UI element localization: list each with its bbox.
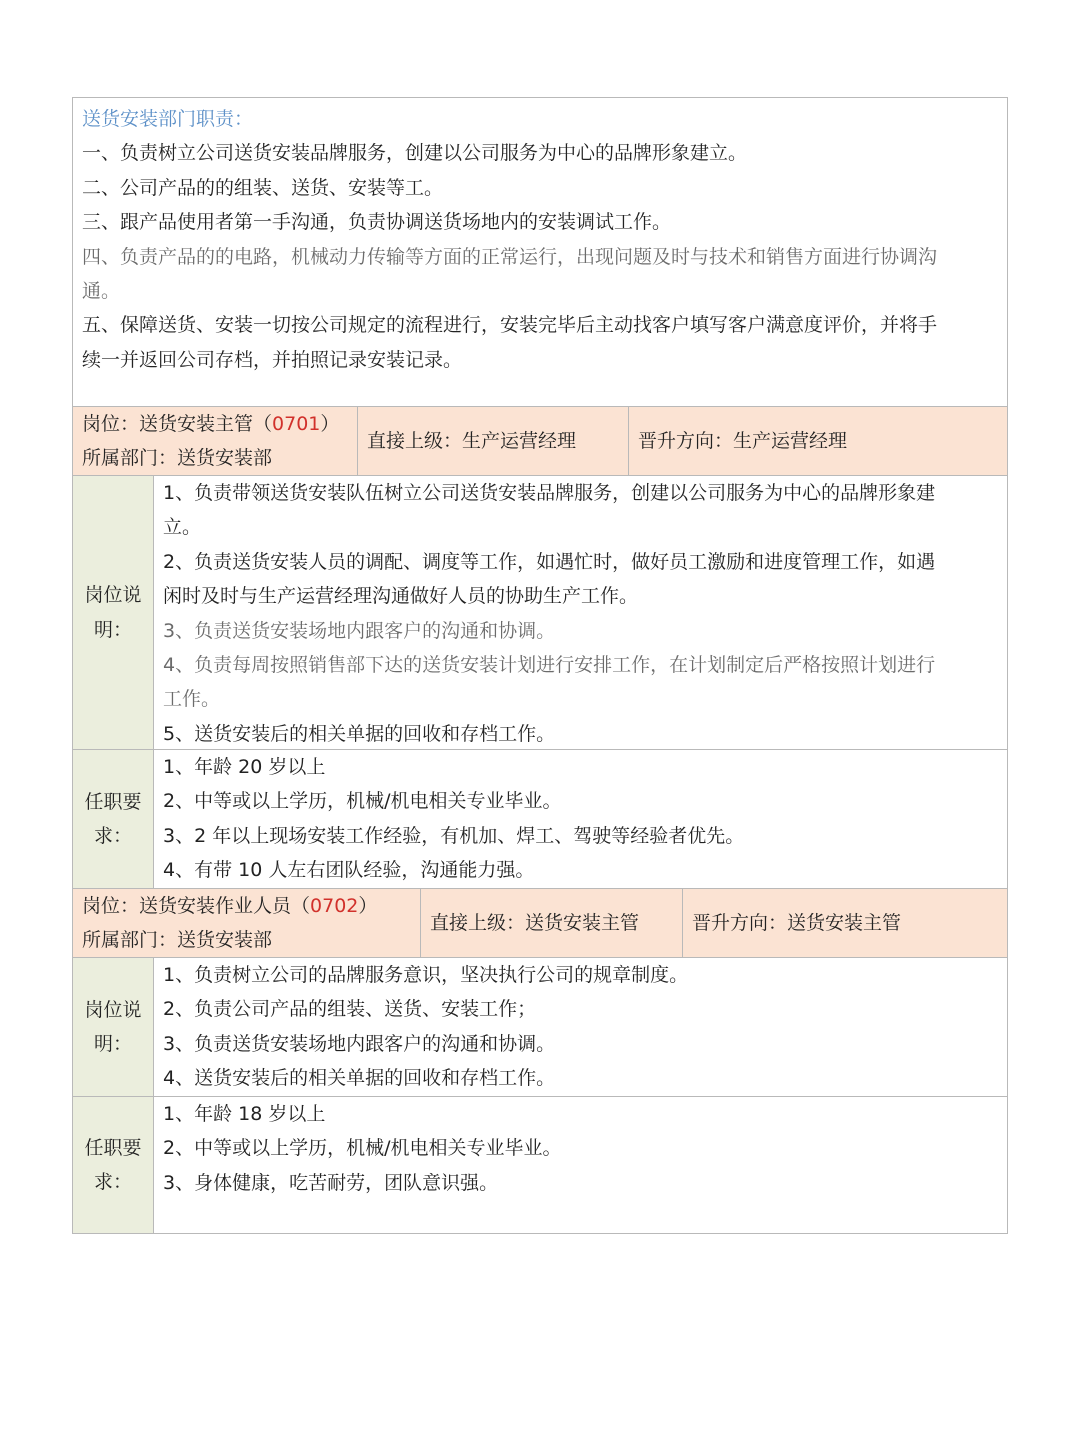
description-content bbox=[154, 476, 1007, 749]
requirements-content bbox=[154, 750, 1007, 888]
department-label: 所属部门：送货安装部 bbox=[82, 929, 273, 951]
description-line: 1、负责树立公司的品牌服务意识，坚决执行公司的规章制度。 bbox=[163, 964, 689, 986]
description-line: 工作。 bbox=[163, 688, 221, 711]
duty-item: 五、保障送货、安装一切按公司规定的流程进行，安装完毕后主动找客户填写客户满意度评价，并将手 bbox=[82, 314, 938, 337]
requirement-line: 2、中等或以上学历，机械/机电相关专业毕业。 bbox=[163, 790, 562, 813]
description-label: 岗位说 明： bbox=[73, 958, 154, 1096]
position-title-cell bbox=[73, 889, 420, 957]
description-line: 闲时及时与生产运营经理沟通做好人员的协助生产工作。 bbox=[163, 585, 639, 608]
description-line: 3、负责送货安装场地内跟客户的沟通和协调。 bbox=[163, 619, 556, 642]
superior-label: 直接上级：送货安装主管 bbox=[430, 911, 640, 934]
position-title: 岗位：送货安装主管（0701） bbox=[82, 412, 340, 435]
description-content bbox=[154, 958, 1007, 1096]
position-header-0702 bbox=[73, 889, 1007, 958]
duty-item: 一、负责树立公司送货安装品牌服务，创建以公司服务为中心的品牌形象建立。 bbox=[82, 142, 748, 165]
promotion-label: 晋升方向：送货安装主管 bbox=[692, 911, 902, 934]
requirement-line: 4、有带 10 人左右团队经验，沟通能力强。 bbox=[163, 859, 535, 882]
job-description-table bbox=[72, 97, 1008, 1234]
position-description-row bbox=[73, 958, 1007, 1097]
description-line: 5、送货安装后的相关单据的回收和存档工作。 bbox=[163, 722, 556, 745]
description-label: 岗位说 明： bbox=[73, 476, 154, 749]
position-title-cell bbox=[73, 407, 357, 475]
duty-item: 四、负责产品的的电路，机械动力传输等方面的正常运行，出现问题及时与技术和销售方面进行协调沟 bbox=[82, 245, 938, 268]
requirements-content bbox=[154, 1097, 1007, 1233]
description-line: 4、负责每周按照销售部下达的送货安装计划进行安排工作，在计划制定后严格按照计划进行 bbox=[163, 654, 936, 677]
description-line: 立。 bbox=[163, 516, 202, 539]
position-header-0701 bbox=[73, 407, 1007, 476]
department-label: 所属部门：送货安装部 bbox=[82, 447, 273, 469]
superior-label: 直接上级：生产运营经理 bbox=[367, 429, 577, 452]
position-code: 0701 bbox=[272, 412, 321, 435]
position-code: 0702 bbox=[310, 894, 359, 917]
description-line: 3、负责送货安装场地内跟客户的沟通和协调。 bbox=[163, 1032, 556, 1055]
duty-item: 通。 bbox=[82, 280, 121, 303]
requirements-label: 任职要 求： bbox=[73, 750, 154, 888]
promotion-cell bbox=[682, 889, 1007, 957]
superior-cell bbox=[420, 889, 682, 957]
requirement-line: 3、2 年以上现场安装工作经验，有机加、焊工、驾驶等经验者优先。 bbox=[163, 824, 745, 847]
promotion-cell bbox=[628, 407, 1007, 475]
department-duties bbox=[73, 98, 1007, 407]
requirement-line: 2、中等或以上学历，机械/机电相关专业毕业。 bbox=[163, 1137, 562, 1160]
requirement-line: 1、年龄 20 岁以上 bbox=[163, 756, 326, 778]
description-line: 1、负责带领送货安装队伍树立公司送货安装品牌服务，创建以公司服务为中心的品牌形象建 bbox=[163, 482, 936, 504]
description-line: 4、送货安装后的相关单据的回收和存档工作。 bbox=[163, 1067, 556, 1090]
duty-item: 二、公司产品的的组装、送货、安装等工。 bbox=[82, 176, 444, 199]
requirement-line: 3、身体健康，吃苦耐劳，团队意识强。 bbox=[163, 1171, 499, 1194]
requirements-label: 任职要 求： bbox=[73, 1097, 154, 1233]
promotion-label: 晋升方向：生产运营经理 bbox=[638, 429, 848, 452]
position-description-row bbox=[73, 476, 1007, 750]
position-title: 岗位：送货安装作业人员（0702） bbox=[82, 894, 378, 917]
duty-item: 续一并返回公司存档，并拍照记录安装记录。 bbox=[82, 348, 463, 371]
position-requirements-row bbox=[73, 750, 1007, 889]
position-requirements-row bbox=[73, 1097, 1007, 1233]
duties-title: 送货安装部门职责： bbox=[82, 108, 254, 130]
superior-cell bbox=[357, 407, 628, 475]
requirement-line: 1、年龄 18 岁以上 bbox=[163, 1103, 326, 1125]
duty-item: 三、跟产品使用者第一手沟通，负责协调送货场地内的安装调试工作。 bbox=[82, 211, 672, 234]
description-line: 2、负责公司产品的组装、送货、安装工作； bbox=[163, 998, 537, 1021]
description-line: 2、负责送货安装人员的调配、调度等工作，如遇忙时，做好员工激励和进度管理工作，如遇 bbox=[163, 550, 936, 573]
